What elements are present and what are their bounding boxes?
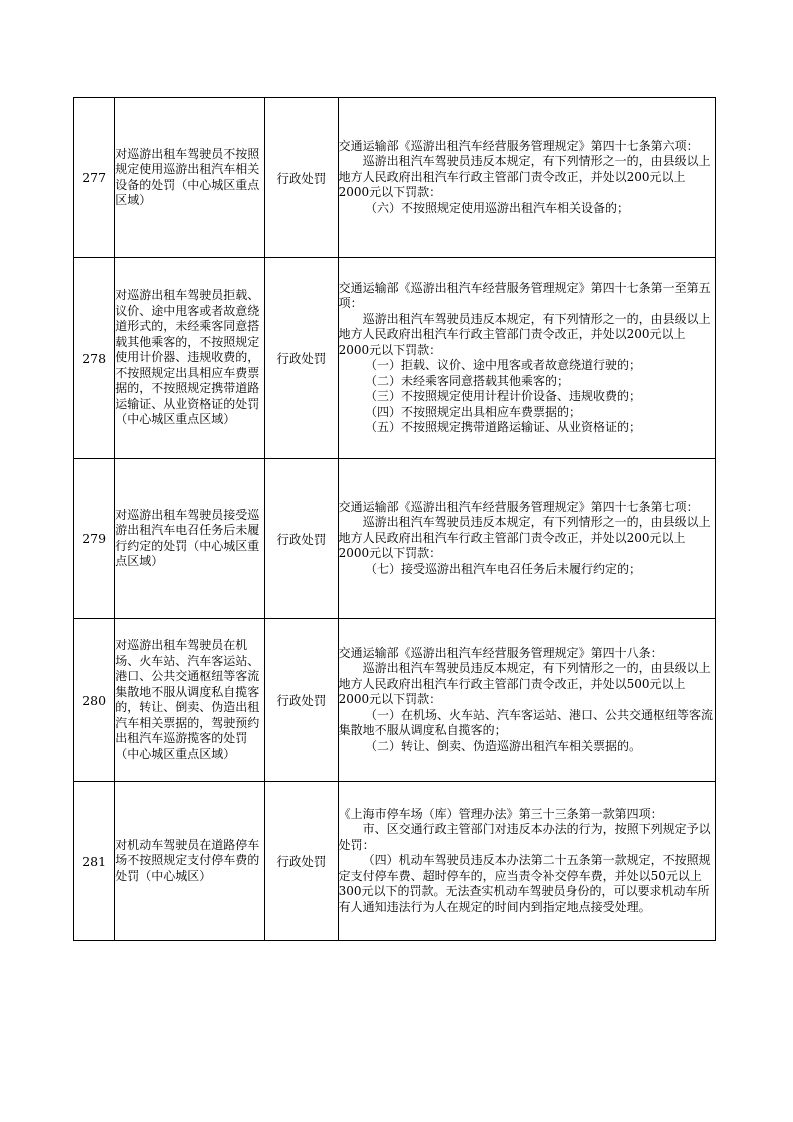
penalty-type: 行政处罚: [265, 258, 338, 459]
basis-line: 巡游出租汽车驾驶员违反本规定，有下列情形之一的，由县级以上地方人民政府出租汽车行政主管部门责令改正，并处以200元以上2000元以下罚款：: [338, 154, 711, 200]
item-name: 对巡游出租车驾驶员在机场、火车站、汽车客运站、港口、公共交通枢纽等客流集散地不服从调度私自揽客的，转让、倒卖、伪造出租汽车相关票据的，驾驶预约出租汽车巡游揽客的处罚（中心城区重点区域）: [115, 619, 265, 782]
basis-line: （一）在机场、火车站、汽车客运站、港口、公共交通枢纽等客流集散地不服从调度私自揽客的；: [338, 707, 714, 738]
row-number: 277: [74, 98, 115, 258]
basis-line: 《上海市停车场（库）管理办法》第三十三条第一款第四项：: [338, 806, 663, 821]
legal-basis: [338, 258, 715, 459]
penalty-type: 行政处罚: [265, 782, 338, 941]
legal-basis: [338, 459, 715, 619]
row-number: 281: [74, 782, 115, 941]
table-row: [74, 98, 716, 258]
basis-line: 巡游出租汽车驾驶员违反本规定，有下列情形之一的，由县级以上地方人民政府出租汽车行政主管部门责令改正，并处以500元以上2000元以下罚款：: [338, 661, 711, 707]
table-row: [74, 782, 716, 941]
basis-line: （六）不按照规定使用巡游出租汽车相关设备的；: [365, 200, 630, 215]
row-number: 278: [74, 258, 115, 459]
basis-line: （四）机动车驾驶员违反本办法第二十五条第一款规定，不按照规定支付停车费、超时停车的，应当责令补交停车费，并处以50元以上300元以下的罚款。无法查实机动车驾驶员身份的，可以要求机动车所有人通知违法行为人在规定的时间内到指定地点接受处理。: [338, 853, 711, 914]
basis-line: （一）拒载、议价、途中甩客或者故意绕道行驶的；: [365, 358, 642, 372]
legal-basis: [338, 619, 715, 782]
penalty-type: 行政处罚: [265, 98, 338, 258]
basis-line: 交通运输部《巡游出租汽车经营服务管理规定》第四十七条第一至第五项：: [338, 280, 711, 310]
item-name: 对巡游出租车驾驶员接受巡游出租汽车电召任务后未履行约定的处罚（中心城区重点区域）: [115, 459, 265, 619]
basis-line: 交通运输部《巡游出租汽车经营服务管理规定》第四十七条第六项：: [338, 138, 699, 153]
item-name: 对巡游出租车驾驶员拒载、议价、途中甩客或者故意绕道形式的，未经乘客同意搭载其他乘客的，不按照规定使用计价器、违规收费的，不按照规定出具相应车费票据的，不按照规定携带道路运输证、从业资格证的处罚（中心城区重点区域）: [115, 258, 265, 459]
penalty-type: 行政处罚: [265, 459, 338, 619]
basis-line: 巡游出租汽车驾驶员违反本规定，有下列情形之一的，由县级以上地方人民政府出租汽车行政主管部门责令改正，并处以200元以上2000元以下罚款：: [338, 515, 711, 561]
item-name: 对巡游出租车驾驶员不按照规定使用巡游出租汽车相关设备的处罚（中心城区重点区域）: [115, 98, 265, 258]
basis-line: （二）转让、倒卖、伪造巡游出租汽车相关票据的。: [365, 738, 642, 753]
legal-basis: [338, 98, 715, 258]
table-row: [74, 258, 716, 459]
basis-line: 交通运输部《巡游出租汽车经营服务管理规定》第四十七条第七项：: [338, 499, 699, 514]
basis-line: 市、区交通行政主管部门对违反本办法的行为，按照下列规定予以处罚：: [338, 822, 711, 852]
table-row: [74, 459, 716, 619]
penalty-table: [73, 97, 716, 941]
basis-line: （七）接受巡游出租汽车电召任务后未履行约定的；: [365, 561, 642, 576]
legal-basis: [338, 782, 715, 941]
basis-line: （二）未经乘客同意搭载其他乘客的；: [365, 373, 570, 388]
basis-line: （三）不按照规定使用计程计价设备、违规收费的；: [365, 389, 642, 403]
table-row: [74, 619, 716, 782]
row-number: 279: [74, 459, 115, 619]
basis-line: 巡游出租汽车驾驶员违反本规定，有下列情形之一的，由县级以上地方人民政府出租汽车行政主管部门责令改正，并处以200元以上2000元以下罚款：: [338, 311, 711, 357]
basis-line: （四）不按照规定出具相应车费票据的；: [365, 404, 582, 419]
basis-line: 交通运输部《巡游出租汽车经营服务管理规定》第四十八条：: [338, 645, 663, 660]
penalty-type: 行政处罚: [265, 619, 338, 782]
item-name: 对机动车驾驶员在道路停车场不按照规定支付停车费的处罚（中心城区）: [115, 782, 265, 941]
basis-line: （五）不按照规定携带道路运输证、从业资格证的；: [365, 420, 642, 434]
row-number: 280: [74, 619, 115, 782]
